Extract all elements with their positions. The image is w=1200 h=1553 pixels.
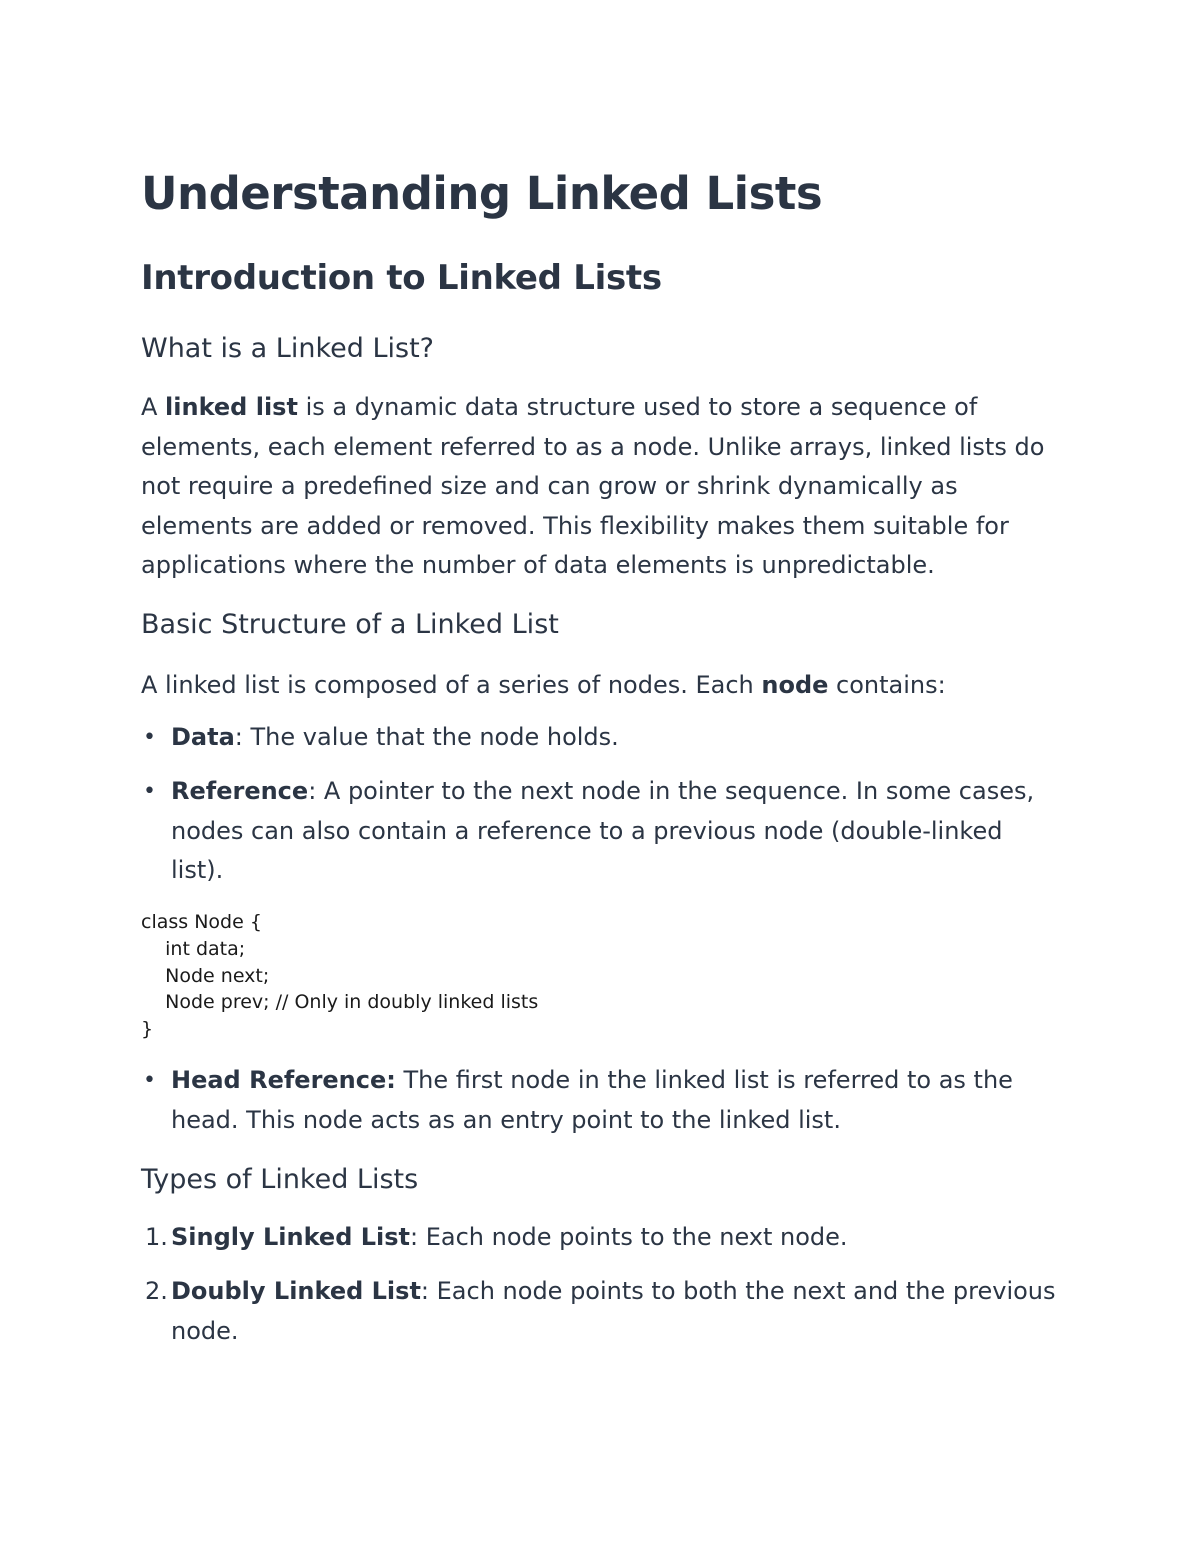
item-term: Doubly Linked List xyxy=(171,1277,421,1305)
list-item xyxy=(141,718,1061,758)
bullet-text xyxy=(171,1061,1056,1140)
bullet-term: Head Reference: xyxy=(171,1066,396,1094)
what-is-rest: is a dynamic data structure used to store a sequence of elements, each element referred to as a node. Unlike arrays, linked lists do not require a predefined size and can grow or shrink dynamically as elements are added or removed. This flexibility makes them suitable for applications where the number of data elements is unpredictable. xyxy=(141,393,1045,579)
document-title: Understanding Linked Lists xyxy=(141,167,823,220)
bullet-text xyxy=(171,718,1056,758)
types-heading: Types of Linked Lists xyxy=(141,1164,419,1195)
bullet-dot-icon: • xyxy=(143,1068,156,1093)
bullet-desc: : A pointer to the next node in the sequence. In some cases, nodes can also contain a reference to a previous node (double-linked list). xyxy=(171,777,1035,884)
numbered-item xyxy=(141,1218,1061,1258)
item-desc: : Each node points to the next node. xyxy=(410,1223,848,1251)
intro-rest: contains: xyxy=(828,671,946,699)
code-line: int data; xyxy=(141,937,246,960)
item-desc: : Each node points to both the next and the previous node. xyxy=(171,1277,1056,1345)
bullet-term: Reference xyxy=(171,777,309,805)
bullet-term: Data xyxy=(171,723,235,751)
numbered-text xyxy=(171,1218,1056,1258)
item-number: 2. xyxy=(145,1277,168,1305)
code-block xyxy=(141,909,538,1043)
list-item xyxy=(141,772,1061,891)
code-line: } xyxy=(141,1018,154,1041)
bullet-dot-icon: • xyxy=(143,725,156,750)
basic-structure-intro xyxy=(141,666,1061,706)
code-line: Node prev; // Only in doubly linked lists xyxy=(141,991,539,1014)
bullet-desc: : The value that the node holds. xyxy=(234,723,619,751)
intro-bold-node: node xyxy=(761,671,829,699)
what-is-paragraph xyxy=(141,388,1061,586)
item-term: Singly Linked List xyxy=(171,1223,411,1251)
bullet-dot-icon: • xyxy=(143,779,156,804)
code-line: Node next; xyxy=(141,964,270,987)
bullet-desc: The first node in the linked list is referred to as the head. This node acts as an entry point to the linked list. xyxy=(171,1066,1013,1134)
basic-structure-heading: Basic Structure of a Linked List xyxy=(141,609,559,640)
intro-prefix: A linked list is composed of a series of nodes. Each xyxy=(141,671,762,699)
list-item xyxy=(141,1061,1061,1140)
code-line: class Node { xyxy=(141,911,262,933)
what-is-bold-term: linked list xyxy=(165,393,298,421)
numbered-text xyxy=(171,1272,1056,1351)
section-title: Introduction to Linked Lists xyxy=(141,258,662,298)
what-is-prefix: A xyxy=(141,393,166,421)
item-number: 1. xyxy=(145,1223,168,1251)
what-is-heading: What is a Linked List? xyxy=(141,333,434,364)
bullet-text xyxy=(171,772,1056,891)
numbered-item xyxy=(141,1272,1061,1351)
